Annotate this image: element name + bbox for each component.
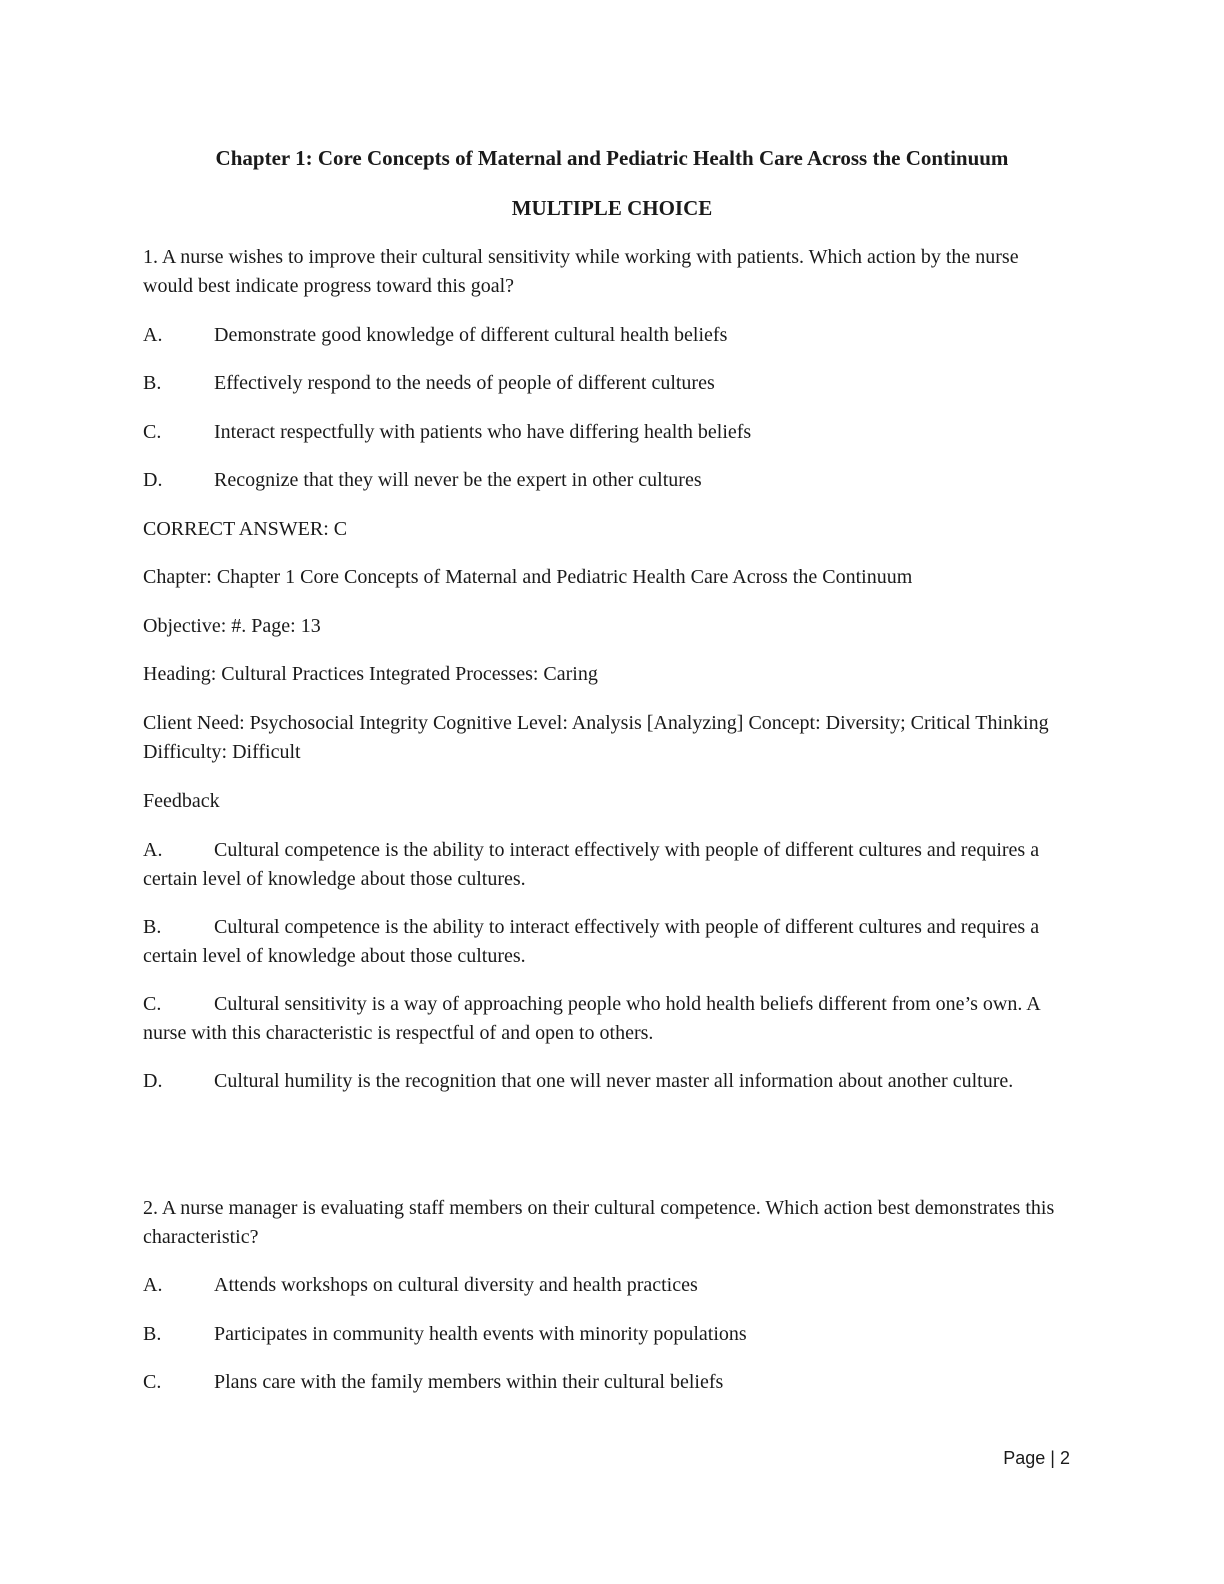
- page-number: Page | 2: [1003, 1448, 1070, 1468]
- client-need-line: Client Need: Psychosocial Integrity Cognitive Level: Analysis [Analyzing] Concept: Diversity; Critical Thinking Difficulty: Difficult: [143, 712, 1049, 763]
- option-letter: B.: [143, 1323, 162, 1345]
- option-text: Participates in community health events with minority populations: [214, 1323, 747, 1345]
- feedback-letter: B.: [143, 916, 162, 938]
- objective-line: Objective: #. Page: 13: [143, 615, 321, 637]
- feedback-b: [143, 913, 1063, 971]
- option-letter: C.: [143, 1371, 162, 1393]
- option-letter: A.: [143, 324, 163, 346]
- option-letter: A.: [143, 1274, 163, 1296]
- q1-option-b: [143, 369, 1063, 398]
- q2-option-a: [143, 1271, 1063, 1300]
- option-letter: C.: [143, 421, 162, 443]
- option-text: Demonstrate good knowledge of different cultural health beliefs: [214, 324, 728, 346]
- option-letter: D.: [143, 469, 163, 491]
- feedback-letter: C.: [143, 993, 162, 1015]
- q2-option-b: [143, 1320, 1063, 1349]
- feedback-text: Cultural sensitivity is a way of approaching people who hold health beliefs different from one’s own. A nurse with this characteristic is respectful of and open to others.: [143, 993, 1040, 1044]
- feedback-letter: A.: [143, 839, 163, 861]
- option-text: Attends workshops on cultural diversity and health practices: [214, 1274, 698, 1296]
- feedback-d: [143, 1067, 1063, 1096]
- q1-option-d: [143, 466, 1063, 495]
- q1-option-a: [143, 321, 1063, 350]
- chapter-title: Chapter 1: Core Concepts of Maternal and Pediatric Health Care Across the Continuum: [215, 146, 1009, 170]
- chapter-line: Chapter: Chapter 1 Core Concepts of Maternal and Pediatric Health Care Across the Continuum: [143, 566, 913, 588]
- option-letter: B.: [143, 372, 162, 394]
- question-1-stem: 1. A nurse wishes to improve their cultural sensitivity while working with patients. Which action by the nurse would best indicate progress toward this goal?: [143, 246, 1019, 297]
- question-2-stem: 2. A nurse manager is evaluating staff members on their cultural competence. Which action best demonstrates this characteristic?: [143, 1197, 1055, 1248]
- option-text: Interact respectfully with patients who have differing health beliefs: [214, 421, 752, 443]
- feedback-a: [143, 836, 1063, 894]
- option-text: Plans care with the family members within their cultural beliefs: [214, 1371, 724, 1393]
- feedback-letter: D.: [143, 1070, 163, 1092]
- q2-option-c: [143, 1368, 1063, 1397]
- feedback-text: Cultural competence is the ability to interact effectively with people of different cultures and requires a certain level of knowledge about those cultures.: [143, 839, 1040, 890]
- option-text: Effectively respond to the needs of people of different cultures: [214, 372, 715, 394]
- feedback-text: Cultural humility is the recognition that one will never master all information about another culture.: [214, 1070, 1014, 1092]
- feedback-text: Cultural competence is the ability to interact effectively with people of different cultures and requires a certain level of knowledge about those cultures.: [143, 916, 1040, 967]
- section-title: MULTIPLE CHOICE: [511, 196, 713, 220]
- heading-line: Heading: Cultural Practices Integrated Processes: Caring: [143, 663, 598, 685]
- feedback-c: [143, 990, 1063, 1048]
- q1-option-c: [143, 418, 1063, 447]
- feedback-label: Feedback: [143, 790, 220, 812]
- option-text: Recognize that they will never be the expert in other cultures: [214, 469, 702, 491]
- correct-answer: CORRECT ANSWER: C: [143, 518, 348, 540]
